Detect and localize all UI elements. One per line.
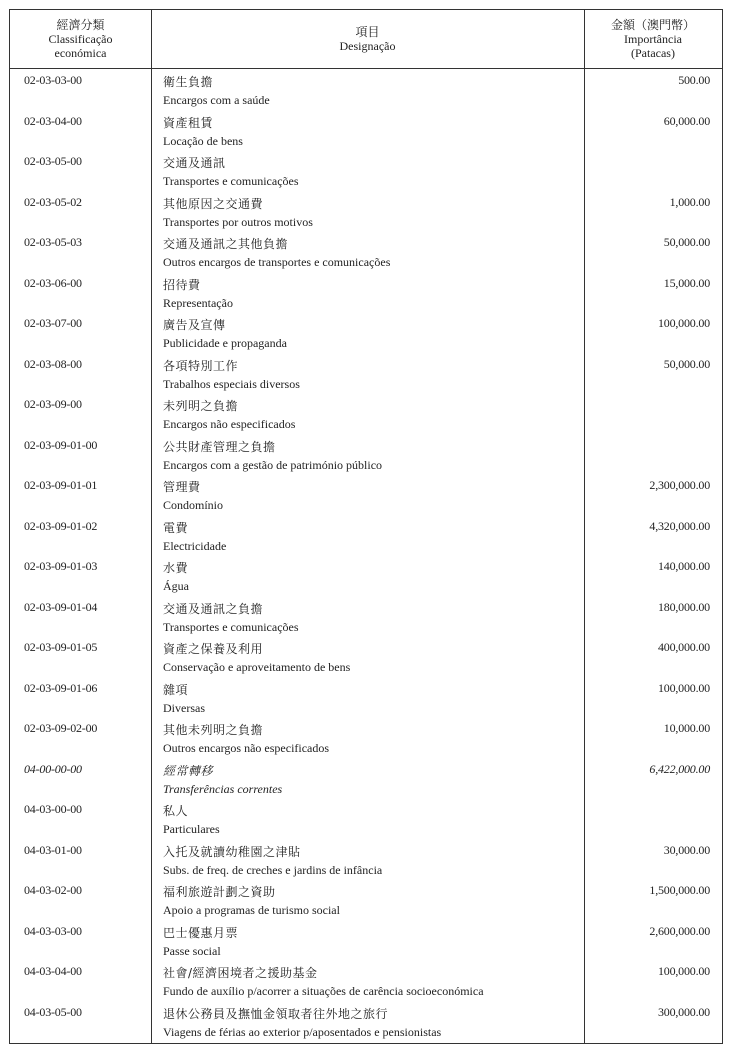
table-row (10, 557, 722, 598)
row-code: 02-03-09-01-06 (24, 680, 98, 695)
header-amount-zh: 金額（澳門幣） (610, 18, 695, 32)
row-designation-zh: 巴士優惠月票 (163, 925, 239, 940)
header-designation-pt: Designação (339, 39, 396, 53)
row-code: 02-03-09-01-04 (24, 599, 98, 614)
row-designation-pt: Encargos com a gestão de património público (163, 457, 383, 472)
row-designation-zh: 資產租賃 (163, 115, 214, 130)
row-code: 02-03-05-00 (24, 154, 82, 168)
header-classification (10, 10, 151, 68)
row-designation-zh: 交通及通訊之其他負擔 (163, 237, 289, 251)
row-designation-pt: Outros encargos de transportes e comunicações (163, 255, 391, 269)
row-code: 02-03-09-01-01 (24, 478, 98, 492)
table-row (10, 233, 722, 274)
table-row (10, 962, 722, 1003)
row-code: 02-03-03-00 (24, 73, 82, 87)
row-code: 04-03-03-00 (24, 923, 82, 938)
table-row (10, 517, 722, 558)
row-designation-pt: Conservação e aproveitamento de bens (163, 660, 351, 674)
row-designation-pt: Água (163, 579, 189, 593)
row-designation-pt: Electricidade (163, 538, 227, 553)
row-designation-pt: Condomínio (163, 498, 224, 512)
table-row (10, 841, 722, 882)
row-code: 02-03-05-02 (24, 194, 82, 209)
row-designation-zh: 衛生負擔 (163, 75, 214, 89)
row-amount: 4,320,000.00 (649, 518, 710, 533)
row-designation-pt: Encargos não especificados (163, 417, 296, 431)
row-designation-pt: Transportes e comunicações (163, 619, 299, 634)
row-amount: 500.00 (678, 73, 710, 87)
row-amount: 50,000.00 (663, 356, 710, 371)
row-designation-pt: Apoio a programas de turismo social (163, 903, 340, 917)
row-code: 02-03-06-00 (24, 275, 82, 290)
row-designation-pt: Particulares (163, 822, 220, 836)
row-amount: 1,000.00 (669, 194, 710, 209)
table-row (10, 638, 722, 679)
row-designation-pt: Diversas (163, 700, 205, 715)
row-code: 02-03-08-00 (24, 356, 82, 371)
header-amount-unit: (Patacas) (631, 46, 675, 60)
row-amount: 6,422,000.00 (649, 761, 710, 776)
row-amount: 400,000.00 (657, 640, 710, 654)
row-amount: 2,600,000.00 (649, 923, 710, 938)
table-row (10, 71, 722, 112)
row-code: 04-00-00-00 (24, 761, 82, 776)
table-row (10, 1003, 722, 1044)
table-body (10, 71, 722, 1043)
row-designation-zh: 各項特別工作 (163, 358, 239, 373)
table-row (10, 800, 722, 841)
row-designation-pt: Publicidade e propaganda (163, 336, 287, 350)
table-row (10, 314, 722, 355)
row-designation-zh: 資產之保養及利用 (163, 642, 264, 656)
table-row (10, 598, 722, 639)
row-amount: 30,000.00 (663, 842, 710, 857)
row-amount: 180,000.00 (657, 599, 710, 614)
row-designation-zh: 退休公務員及撫恤金領取者往外地之旅行 (163, 1006, 389, 1021)
row-code: 02-03-09-00 (24, 397, 82, 411)
row-amount: 100,000.00 (657, 316, 710, 330)
row-amount: 10,000.00 (663, 721, 710, 735)
table-row (10, 679, 722, 720)
row-designation-zh: 其他未列明之負擔 (163, 723, 264, 737)
budget-table (9, 9, 723, 1044)
row-designation-zh: 電費 (163, 520, 189, 535)
row-designation-pt: Trabalhos especiais diversos (163, 376, 300, 391)
table-row (10, 760, 722, 801)
row-code: 02-03-09-02-00 (24, 721, 98, 735)
row-designation-zh: 經常轉移 (163, 763, 214, 778)
row-designation-pt: Viagens de férias ao exterior p/aposentados e pensionistas (163, 1024, 442, 1039)
row-code: 02-03-09-01-02 (24, 518, 98, 533)
row-designation-zh: 管理費 (163, 480, 201, 494)
header-classification-pt2: económica (54, 46, 107, 60)
row-designation-zh: 交通及通訊之負擔 (163, 601, 264, 616)
row-designation-pt: Transferências correntes (163, 781, 283, 796)
table-row (10, 719, 722, 760)
row-designation-zh: 私人 (163, 804, 189, 818)
table-row (10, 152, 722, 193)
table-row (10, 436, 722, 477)
row-amount: 100,000.00 (657, 680, 710, 695)
row-designation-zh: 其他原因之交通費 (163, 196, 264, 211)
row-designation-pt: Transportes por outros motivos (163, 214, 313, 229)
table-row (10, 112, 722, 153)
row-designation-pt: Outros encargos não especificados (163, 741, 330, 755)
row-designation-pt: Locação de bens (163, 133, 243, 148)
row-code: 04-03-04-00 (24, 964, 82, 978)
row-amount: 100,000.00 (657, 964, 710, 978)
row-designation-zh: 交通及通訊 (163, 156, 226, 170)
header-amount (584, 10, 722, 68)
row-designation-zh: 招待費 (163, 277, 201, 292)
table-row (10, 476, 722, 517)
row-amount: 300,000.00 (657, 1004, 710, 1019)
row-amount: 1,500,000.00 (649, 883, 710, 897)
row-code: 04-03-02-00 (24, 883, 82, 897)
table-row (10, 274, 722, 315)
row-code: 04-03-01-00 (24, 842, 82, 857)
table-row (10, 193, 722, 234)
header-divider (10, 68, 722, 69)
row-designation-pt: Encargos com a saúde (163, 93, 270, 107)
table-row (10, 355, 722, 396)
row-code: 02-03-07-00 (24, 316, 82, 330)
row-designation-zh: 社會/經濟困境者之援助基金 (163, 966, 318, 980)
row-code: 02-03-09-01-05 (24, 640, 98, 654)
row-amount: 140,000.00 (657, 559, 710, 573)
row-amount: 15,000.00 (663, 275, 710, 290)
table-row (10, 395, 722, 436)
row-code: 02-03-09-01-00 (24, 437, 98, 452)
row-designation-pt: Passe social (163, 943, 221, 958)
row-designation-zh: 雜項 (163, 682, 189, 697)
row-designation-zh: 水費 (163, 561, 189, 575)
row-designation-pt: Transportes e comunicações (163, 174, 299, 188)
row-code: 04-03-00-00 (24, 802, 82, 816)
row-designation-zh: 未列明之負擔 (163, 399, 239, 413)
row-designation-zh: 入托及就讀幼稚園之津貼 (163, 844, 301, 859)
row-designation-zh: 福利旅遊計劃之資助 (163, 885, 276, 899)
row-code: 04-03-05-00 (24, 1004, 82, 1019)
row-amount: 60,000.00 (663, 113, 710, 128)
row-code: 02-03-05-03 (24, 235, 82, 249)
row-designation-zh: 公共財產管理之負擔 (163, 439, 276, 454)
header-amount-pt: Importância (624, 32, 682, 46)
table-row (10, 881, 722, 922)
header-classification-zh: 經濟分類 (56, 18, 105, 32)
table-row (10, 922, 722, 963)
row-code: 02-03-04-00 (24, 113, 82, 128)
row-designation-zh: 廣告及宣傳 (163, 318, 226, 332)
header-designation-zh: 項目 (355, 25, 380, 39)
row-designation-pt: Subs. de freq. de creches e jardins de infância (163, 862, 383, 877)
row-code: 02-03-09-01-03 (24, 559, 98, 573)
row-designation-pt: Representação (163, 295, 233, 310)
row-designation-pt: Fundo de auxílio p/acorrer a situações de carência socioeconómica (163, 984, 484, 998)
header-classification-pt: Classificação (48, 32, 113, 46)
header-designation (151, 10, 584, 68)
row-amount: 50,000.00 (663, 235, 710, 249)
row-amount: 2,300,000.00 (649, 478, 710, 492)
